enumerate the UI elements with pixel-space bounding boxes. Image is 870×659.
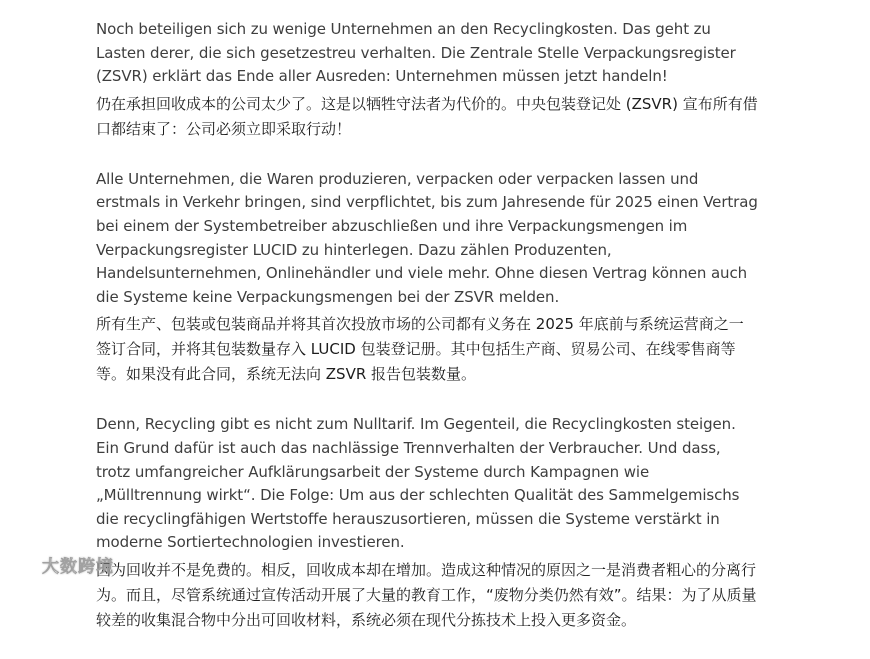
- watermark: [6, 551, 114, 577]
- chinese-translation: 所有生产、包装或包装商品并将其首次投放市场的公司都有义务在 2025 年底前与系统运营商之一签订合同，并将其包装数量存入 LUCID 包装登记册。其中包括生产商、贸易公司、在线零售商等等。如果没有此合同，系统无法向 ZSVR 报告包装数量。: [96, 315, 744, 384]
- german-paragraph: Noch beteiligen sich zu wenige Unternehmen an den Recyclingkosten. Das geht zu Lasten derer, die sich gesetzestreu verhalten. Die Zentrale Stelle Verpackungsregister (ZSVR) erklärt das Ende aller Ausreden: Unternehmen müssen jetzt handeln!: [96, 20, 736, 86]
- paragraph-block-1: [96, 18, 758, 142]
- paragraph-block-3: [96, 413, 758, 633]
- chinese-translation: 仍在承担回收成本的公司太少了。这是以牺牲守法者为代价的。中央包装登记处 (ZSVR) 宣布所有借口都结束了：公司必须立即采取行动！: [96, 94, 758, 138]
- article-body: [96, 18, 758, 659]
- chinese-translation: 因为回收并不是免费的。相反，回收成本却在增加。造成这种情况的原因之一是消费者粗心的分离行为。而且，尽管系统通过宣传活动开展了大量的教育工作，“废物分类仍然有效”。结果：为了从质量较差的收集混合物中分出可回收材料，系统必须在现代分拣技术上投入更多资金。: [96, 560, 757, 629]
- german-paragraph: Alle Unternehmen, die Waren produzieren, verpacken oder verpacken lassen und erstmals in Verkehr bringen, sind verpflichtet, bis zum Jahresende für 2025 einen Vertrag bei einem der Systembetreiber abzuschließen und ihre Verpackungsmengen im Verpackungsregister LUCID zu hinterlegen. Dazu zählen Produzenten, Handelsunternehmen, Onlinehändler und viele mehr. Ohne diesen Vertrag können auch die Systeme keine Verpackungsmengen bei der ZSVR melden.: [96, 169, 758, 306]
- german-paragraph: Denn, Recycling gibt es nicht zum Nulltarif. Im Gegenteil, die Recyclingkosten steigen. Ein Grund dafür ist auch das nachlässige Trennverhalten der Verbraucher. Und dass, trotz umfangreicher Aufklärungsarbeit der Systeme durch Kampagnen wie „Mülltrennung wirkt“. Die Folge: Um aus der schlechten Qualität des Sammelgemischs die recyclingfähigen Wertstoffe herauszusortieren, müssen die Systeme verstärkt in moderne Sortiertechnologien investieren.: [96, 415, 740, 552]
- watermark-text: 大数跨境: [42, 556, 114, 577]
- watermark-logo-icon: [6, 554, 36, 574]
- paragraph-block-2: [96, 168, 758, 388]
